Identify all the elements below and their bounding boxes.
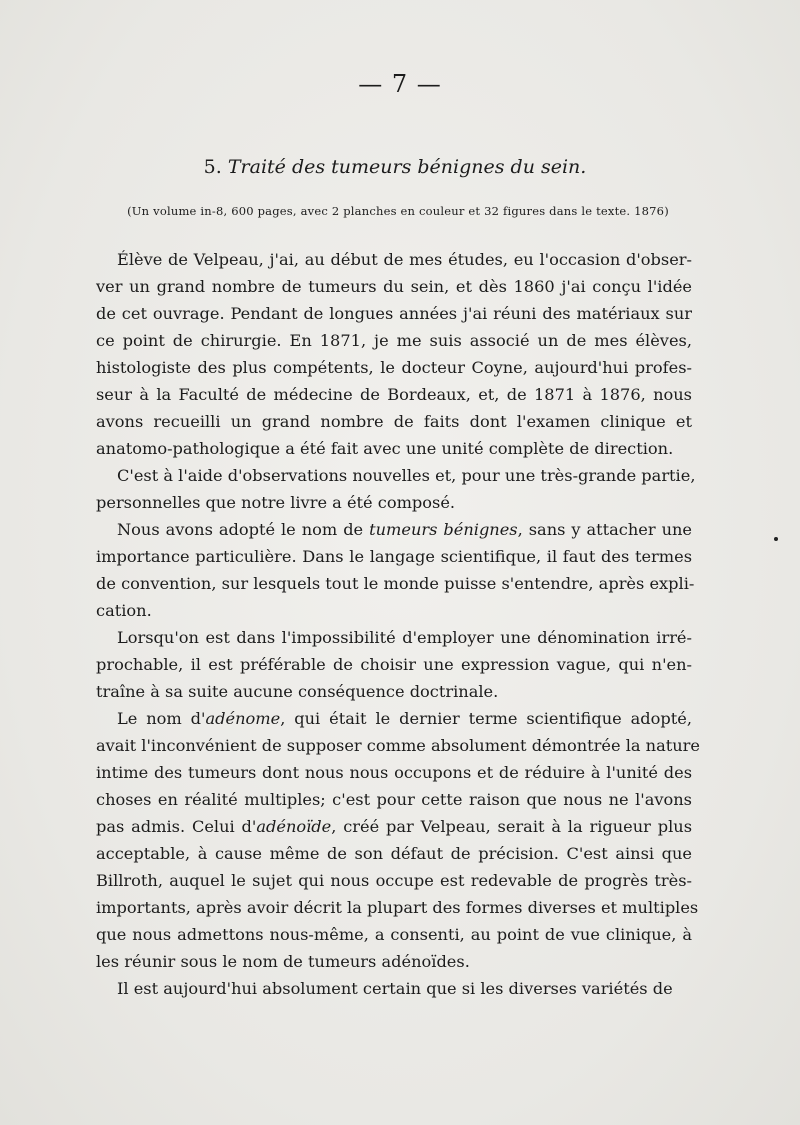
text-line: les réunir sous le nom de tumeurs adénoïdes.	[96, 952, 470, 971]
italic-term: tumeurs bénignes	[369, 520, 518, 539]
text-line: acceptable, à cause même de son défaut de précision. C'est ainsi que	[96, 844, 692, 863]
text-line: Il est aujourd'hui absolument certain que si les diverses variétés de	[117, 979, 673, 998]
text-line: avons recueilli un grand nombre de faits dont l'examen clinique et	[96, 412, 692, 431]
text-line: cation.	[96, 601, 152, 620]
text-line: avait l'inconvénient de supposer comme absolument démontrée la nature	[96, 736, 701, 755]
text-line: personnelles que notre livre a été composé.	[96, 493, 456, 512]
paragraph	[96, 624, 692, 705]
text-line: Élève de Velpeau, j'ai, au début de mes études, eu l'occasion d'obser-	[117, 250, 692, 269]
text-line: anatomo-pathologique a été fait avec une unité complète de direction.	[96, 439, 674, 458]
text-line: importance particulière. Dans le langage scientifique, il faut des termes	[96, 547, 692, 566]
text-line: histologiste des plus compétents, le docteur Coyne, aujourd'hui profes-	[96, 358, 692, 377]
text-line: Nous avons adopté le nom de tumeurs bénignes, sans y attacher une	[117, 520, 692, 539]
publication-details: (Un volume in-8, 600 pages, avec 2 planches en couleur et 32 figures dans le texte. 1876)	[127, 204, 669, 218]
text-line: prochable, il est préférable de choisir une expression vague, qui n'en-	[96, 655, 692, 674]
text-line: que nous admettons nous-même, a consenti, au point de vue clinique, à	[96, 925, 692, 944]
text-line: choses en réalité multiples; c'est pour cette raison que nous ne l'avons	[96, 790, 692, 809]
text-line: pas admis. Celui d'adénoïde, créé par Velpeau, serait à la rigueur plus	[96, 817, 692, 836]
text-line: seur à la Faculté de médecine de Bordeaux, et, de 1871 à 1876, nous	[96, 385, 692, 404]
text-line: ce point de chirurgie. En 1871, je me suis associé un de mes élèves,	[96, 331, 692, 350]
italic-term: adénome	[205, 709, 281, 728]
italic-term: adénoïde	[256, 817, 332, 836]
paragraph	[96, 516, 695, 624]
paragraph	[96, 975, 692, 1002]
text-line: importants, après avoir décrit la plupart des formes diverses et multiples	[96, 898, 699, 917]
text-line: intime des tumeurs dont nous nous occupons et de réduire à l'unité des	[96, 763, 692, 782]
section-heading	[0, 156, 790, 178]
text-line: Billroth, auquel le sujet qui nous occupe est redevable de progrès très-	[96, 871, 692, 890]
print-speck	[774, 537, 778, 541]
text-line: de convention, sur lesquels tout le monde puisse s'entendre, après expli-	[96, 574, 695, 593]
page-number: — 7 —	[358, 70, 442, 98]
text-line: C'est à l'aide d'observations nouvelles et, pour une très-grande partie,	[117, 466, 696, 485]
paragraph	[96, 462, 696, 516]
text-line: de cet ouvrage. Pendant de longues années j'ai réuni des matériaux sur	[96, 304, 692, 323]
paragraph	[96, 246, 692, 462]
text-line: Le nom d'adénome, qui était le dernier terme scientifique adopté,	[117, 709, 692, 728]
paragraph	[96, 705, 701, 975]
text-line: ver un grand nombre de tumeurs du sein, et dès 1860 j'ai conçu l'idée	[96, 277, 692, 296]
text-line: Lorsqu'on est dans l'impossibilité d'employer une dénomination irré-	[117, 628, 692, 647]
section-title: Traité des tumeurs bénignes du sein.	[227, 156, 587, 178]
text-line: traîne à sa suite aucune conséquence doctrinale.	[96, 682, 499, 701]
body-text	[96, 246, 701, 1002]
section-number: 5.	[203, 156, 222, 178]
